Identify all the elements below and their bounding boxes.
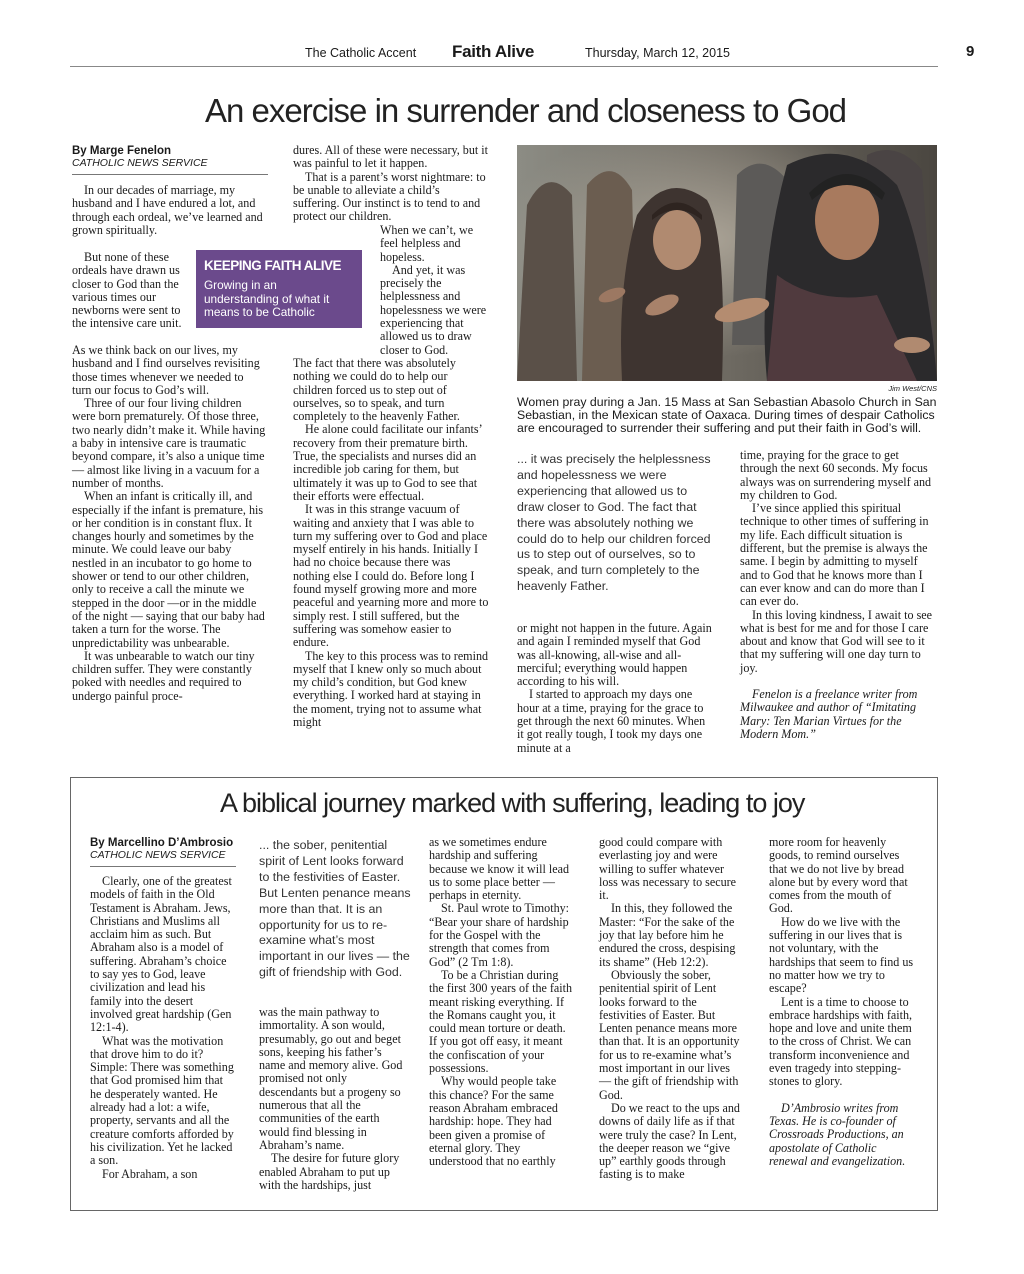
header-section-title: Faith Alive [452, 42, 535, 61]
article1-column-1 [72, 184, 266, 237]
article1-column-4 [740, 449, 936, 741]
paragraph: The key to this process was to remind myself that I knew only so much about my child’s condition, but God knew everything. I worked hard at staying in the moment, trying not to assume what might [293, 648, 489, 730]
article1-headline: An exercise in surrender and closeness to God [205, 92, 847, 129]
article2-pullquote: ... the sober, penitential spirit of Lent looks forward to the festivities of Easter. But Lenten penance means more than that. It is an opportunity for us to re-examine what’s most important in our lives — the gift of friendship with God. [259, 838, 411, 980]
paragraph: In this loving kindness, I await to see what is best for me and for those I care about and know that God will see to it that my suffering will one day turn to joy. [740, 607, 933, 675]
author-bio: Fenelon is a freelance writer from Milwaukee and author of “Imitating Mary: Ten Marian Virtues for the Modern Mom.” [740, 687, 918, 741]
article1-column-3 [517, 622, 713, 755]
paragraph: And yet, it was precisely the helplessness and hopelessness we were experiencing that allowed us to draw closer to God. [380, 262, 487, 357]
paragraph: was the main pathway to immortality. A son would, presumably, go out and beget sons, keeping his father’s name and memory alive. God promised not only descendants but a progeny so numerous that all the communities of the earth would find blessing in Abraham’s name. [259, 1005, 403, 1152]
photo-women-praying [517, 145, 937, 381]
article2-column-5 [769, 836, 917, 1168]
article2-column-4 [599, 836, 745, 1182]
paragraph: St. Paul wrote to Timothy: “Bear your share of hardship for the Gospel with the strength that comes from God” (2 Tm 1:8). [429, 901, 570, 969]
paragraph: It was unbearable to watch our tiny children suffer. They were constantly poked with needles and required to undergo painful proce- [72, 648, 255, 703]
article1-column-1-wrap [72, 251, 190, 331]
paragraph: In this, they followed the Master: “For the sake of the joy that lay before him he endured the cross, despising its shame” (Heb 12:2). [599, 901, 736, 969]
paragraph: time, praying for the grace to get through the next 60 seconds. My focus always was on surrendering myself and my children to God. [740, 448, 932, 502]
article2-column-3 [429, 836, 575, 1168]
sidebar-text: Growing in an understanding of what it means to be Catholic [204, 278, 330, 319]
article1-byline: By Marge Fenelon [72, 145, 172, 157]
paragraph: When an infant is critically ill, and especially if the infant is premature, his or her condition is in constant flux. It changes hourly and sometimes by the minute. We could leave our baby nestled in an incubator to go home to shower or tend to our other children, only to receive a call the minute we stepped in the door —or in the middle of the night — saying that our baby had taken a turn for the worse. The unpredictability was unbearable. [72, 489, 265, 650]
paragraph: I started to approach my days one hour at a time, praying for the grace to get through the next 60 minutes. When it got really tough, I took my days one minute at a [517, 687, 706, 755]
paragraph: In our decades of marriage, my husband and I have endured a lot, and through each ordeal, we’ve learned and grown spiritually. [72, 183, 263, 237]
paragraph: good could compare with everlasting joy and were willing to suffer whatever loss was necessary to secure it. [599, 835, 737, 903]
paragraph: That is a parent’s worst nightmare: to be unable to alleviate a child’s suffering. Our instinct is to tend to and protect our children. [293, 169, 486, 224]
article1-column-1-main [72, 344, 266, 703]
paragraph: as we sometimes endure hardship and suffering because we know it will lead us to some place better — perhaps in eternity. [429, 835, 570, 903]
article2-service: CATHOLIC NEWS SERVICE [90, 849, 226, 861]
paragraph: Clearly, one of the greatest models of faith in the Old Testament is Abraham. Jews, Christians and Muslims all acclaim him as such. But Abraham also is a model of suffering. Abraham’s choice to say yes to God, leave civilization and lead his family into the desert involved great hardship (Gen 12:1-4). [90, 874, 232, 1035]
paragraph: He alone could facilitate our infants’ recovery from their premature birth. True, the specialists and nurses did an incredible job caring for them, but ultimately it was up to God to see that their efforts were effectual. [293, 422, 482, 503]
article2-byline-rule [90, 866, 236, 867]
paragraph: It was in this strange vacuum of waiting and anxiety that I was able to turn my suffering over to God and place myself entirely in his hands. Initially I had no choice because there was nothing else I could do. Before long I found myself growing more and more peaceful and yearning more and more to simply rest. I still suffered, but the suffering was somehow easier to endure. [293, 502, 489, 650]
paragraph: What was the motivation that drove him to do it? Simple: There was something that God promised him that he desperately wanted. He already had a lot: a wife, property, servants and all the creature comforts afforded by his civilization. Yet he lacked a son. [90, 1033, 234, 1168]
keeping-faith-alive-box [196, 250, 362, 328]
paragraph: more room for heavenly goods, to remind ourselves that we do not live by bread alone but by every word that comes from the mouth of God. [769, 835, 908, 916]
paragraph: But none of these ordeals have drawn us closer to God than the various times our newborns were sent to the intensive care unit. [72, 250, 182, 331]
article2-byline: By Marcellino D’Ambrosio [90, 837, 234, 849]
paragraph: The fact that there was absolutely nothing we could do to help our children forced us to step out of ourselves, so to speak, and turn completely to the heavenly Father. [293, 356, 460, 424]
article1-column-2-wrap [380, 224, 490, 357]
paragraph: Obviously the sober, penitential spirit of Lent looks forward to the festivities of Easter. But Lenten penance means more than that. It is an opportunity for us to re-examine what’s most important in our lives — the gift of friendship with God. [599, 967, 740, 1102]
paragraph: To be a Christian during the first 300 years of the faith meant risking everything. If the Romans caught you, it could mean torture or death. If you got off easy, it meant the confiscation of your possessions. [429, 967, 573, 1076]
photo-illustration [517, 145, 937, 381]
paragraph: Lent is a time to choose to embrace hardships with faith, hope and love and unite them to the cross of Christ. We can transform inconvenience and even tragedy into stepping-stones to glory. [769, 994, 913, 1089]
paragraph: How do we live with the suffering in our lives that is not voluntary, with the hardships that seem to find us no matter how we try to escape? [769, 914, 914, 996]
paragraph: I’ve since applied this spiritual technique to other times of suffering in my life. Each difficult situation is different, but the premise is always the same. I begin by admitting to myself and to God that he knows more than I can ever know and can do more than I can ever do. [740, 501, 929, 609]
header-paper-name: The Catholic Accent [305, 46, 417, 60]
paragraph: Why would people take this chance? For the same reason Abraham embraced hardship: hope. They had been given a promise of eternal glory. They understood that no earthly [429, 1074, 558, 1169]
header-rule [70, 66, 938, 67]
sidebar-title: KEEPING FAITH ALIVE [204, 258, 342, 273]
author-bio: D’Ambrosio writes from Texas. He is co-founder of Crossroads Productions, an apostolate of Catholic renewal and evangelization. [769, 1100, 906, 1168]
paragraph: dures. All of these were necessary, but it was painful to let it happen. [293, 143, 489, 171]
photo-caption: Women pray during a Jan. 15 Mass at San Sebastian Abasolo Church in San Sebastian, in the Mexican state of Oaxaca. During times of despair Catholics are encouraged to surrender their suffering and put their faith in God’s will. [517, 395, 937, 435]
paragraph: Three of our four living children were born prematurely. Of those three, two nearly didn’t make it. While having a baby in intensive care is traumatic beyond compare, it’s also a unique time — almost like living in a vacuum for a number of months. [72, 396, 266, 490]
photo-credit: Jim West/CNS [888, 384, 937, 393]
paragraph: When we can’t, we feel helpless and hopeless. [380, 223, 474, 264]
paragraph: For Abraham, a son [102, 1166, 198, 1181]
paragraph: As we think back on our lives, my husband and I find ourselves revisiting those times whenever we needed to turn our focus to God’s will. [72, 343, 260, 397]
paragraph: The desire for future glory enabled Abraham to put up with the hardships, just [259, 1151, 400, 1192]
article1-service: CATHOLIC NEWS SERVICE [72, 157, 208, 169]
header-date: Thursday, March 12, 2015 [585, 46, 730, 60]
article1-byline-rule [72, 174, 268, 175]
article2-headline: A biblical journey marked with suffering, leading to joy [220, 788, 805, 818]
article2-column-1 [90, 875, 236, 1181]
article1-column-2-main [293, 357, 489, 729]
page-number: 9 [966, 43, 975, 60]
article1-pullquote: ... it was precisely the helplessness and hopelessness we were experiencing that allowed us to draw closer to God. The fact that there was absolutely nothing we could do to help our children forced us to step out of ourselves, so to speak, and turn completely to the heavenly Father. [517, 452, 711, 594]
article1-column-2 [293, 144, 489, 224]
article2-column-2 [259, 1006, 405, 1192]
paragraph: or might not happen in the future. Again and again I reminded myself that God was all-knowing, all-wise and all-merciful; everything would happen according to his will. [517, 621, 712, 689]
paragraph: Do we react to the ups and downs of daily life as if that were truly the case? In Lent, the deeper reason we “give up” earthly goods through fasting is to make [599, 1100, 740, 1182]
